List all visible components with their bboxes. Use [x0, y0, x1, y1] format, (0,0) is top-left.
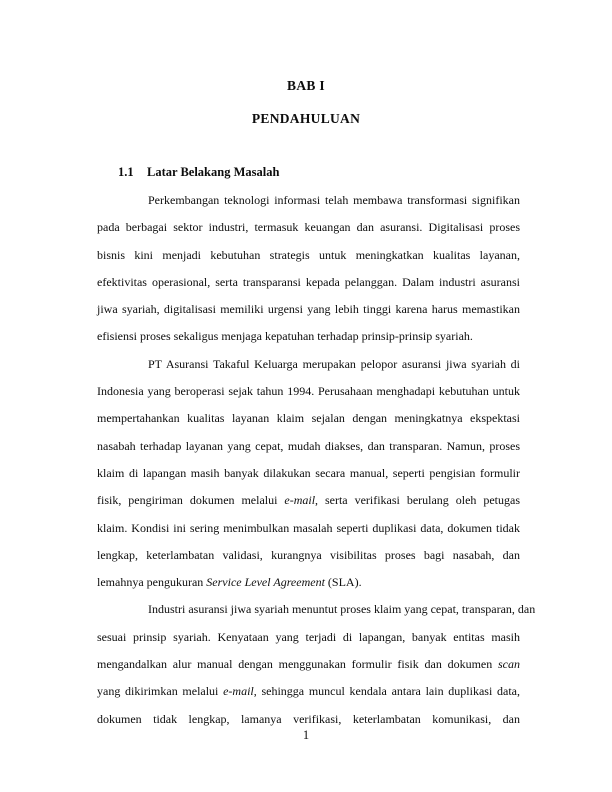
text-line: Industri asuransi jiwa syariah menuntut proses klaim yang cepat, transparan, dan	[148, 602, 536, 617]
chapter-subtitle: PENDAHULUAN	[251, 111, 361, 126]
text-line: efisiensi proses sekaligus menjaga kepatuhan terhadap prinsip-prinsip syariah.	[97, 329, 473, 344]
text-line: efektivitas operasional, serta transparansi kepada pelanggan. Dalam industri asuransi	[97, 274, 520, 289]
text-line: sesuai prinsip syariah. Kenyataan yang terjadi di lapangan, banyak entitas masih	[97, 629, 520, 644]
text-line: Perkembangan teknologi informasi telah membawa transformasi signifikan	[148, 193, 520, 207]
chapter-title: BAB I	[287, 78, 325, 93]
text-line: fisik, pengiriman dokumen melalui e-mail, serta verifikasi berulang oleh petugas	[97, 493, 520, 508]
section-heading	[118, 165, 279, 180]
text-line: jiwa syariah, digitalisasi memiliki urgensi yang lebih tinggi karena harus memastikan	[97, 302, 520, 317]
text-line: PT Asuransi Takaful Keluarga merupakan pelopor asuransi jiwa syariah di	[148, 356, 520, 371]
text-line: klaim di lapangan masih banyak dilakukan secara manual, seperti pengisian formulir	[97, 465, 520, 480]
text-line: mengandalkan alur manual dengan menggunakan formulir fisik dan dokumen scan	[97, 657, 520, 672]
text-line: pada berbagai sektor industri, termasuk keuangan dan asuransi. Digitalisasi proses	[97, 220, 520, 235]
text-line: Indonesia yang beroperasi sejak tahun 1994. Perusahaan menghadapi kebutuhan untuk	[97, 384, 520, 399]
text-line: nasabah terhadap layanan yang cepat, mudah diakses, dan transparan. Namun, proses	[97, 438, 520, 453]
text-line: klaim. Kondisi ini sering menimbulkan masalah seperti duplikasi data, dokumen tidak	[97, 520, 520, 535]
section-number: 1.1	[118, 165, 134, 179]
text-line: dokumen tidak lengkap, lamanya verifikasi, keterlambatan komunikasi, dan	[97, 711, 520, 726]
text-line: mempertahankan kualitas layanan klaim sejalan dengan meningkatnya ekspektasi	[97, 411, 520, 426]
text-line: bisnis kini menjadi kebutuhan strategis untuk meningkatkan kualitas layanan,	[97, 247, 520, 262]
text-line: yang dikirimkan melalui e-mail, sehingga muncul kendala antara lain duplikasi data,	[97, 684, 520, 699]
text-line: lengkap, keterlambatan validasi, kurangnya visibilitas proses bagi nasabah, dan	[97, 547, 520, 562]
section-title: Latar Belakang Masalah	[147, 165, 280, 179]
page-number: 1	[302, 728, 310, 742]
body-text	[97, 187, 536, 733]
text-line: lemahnya pengukuran Service Level Agreement (SLA).	[97, 575, 362, 590]
